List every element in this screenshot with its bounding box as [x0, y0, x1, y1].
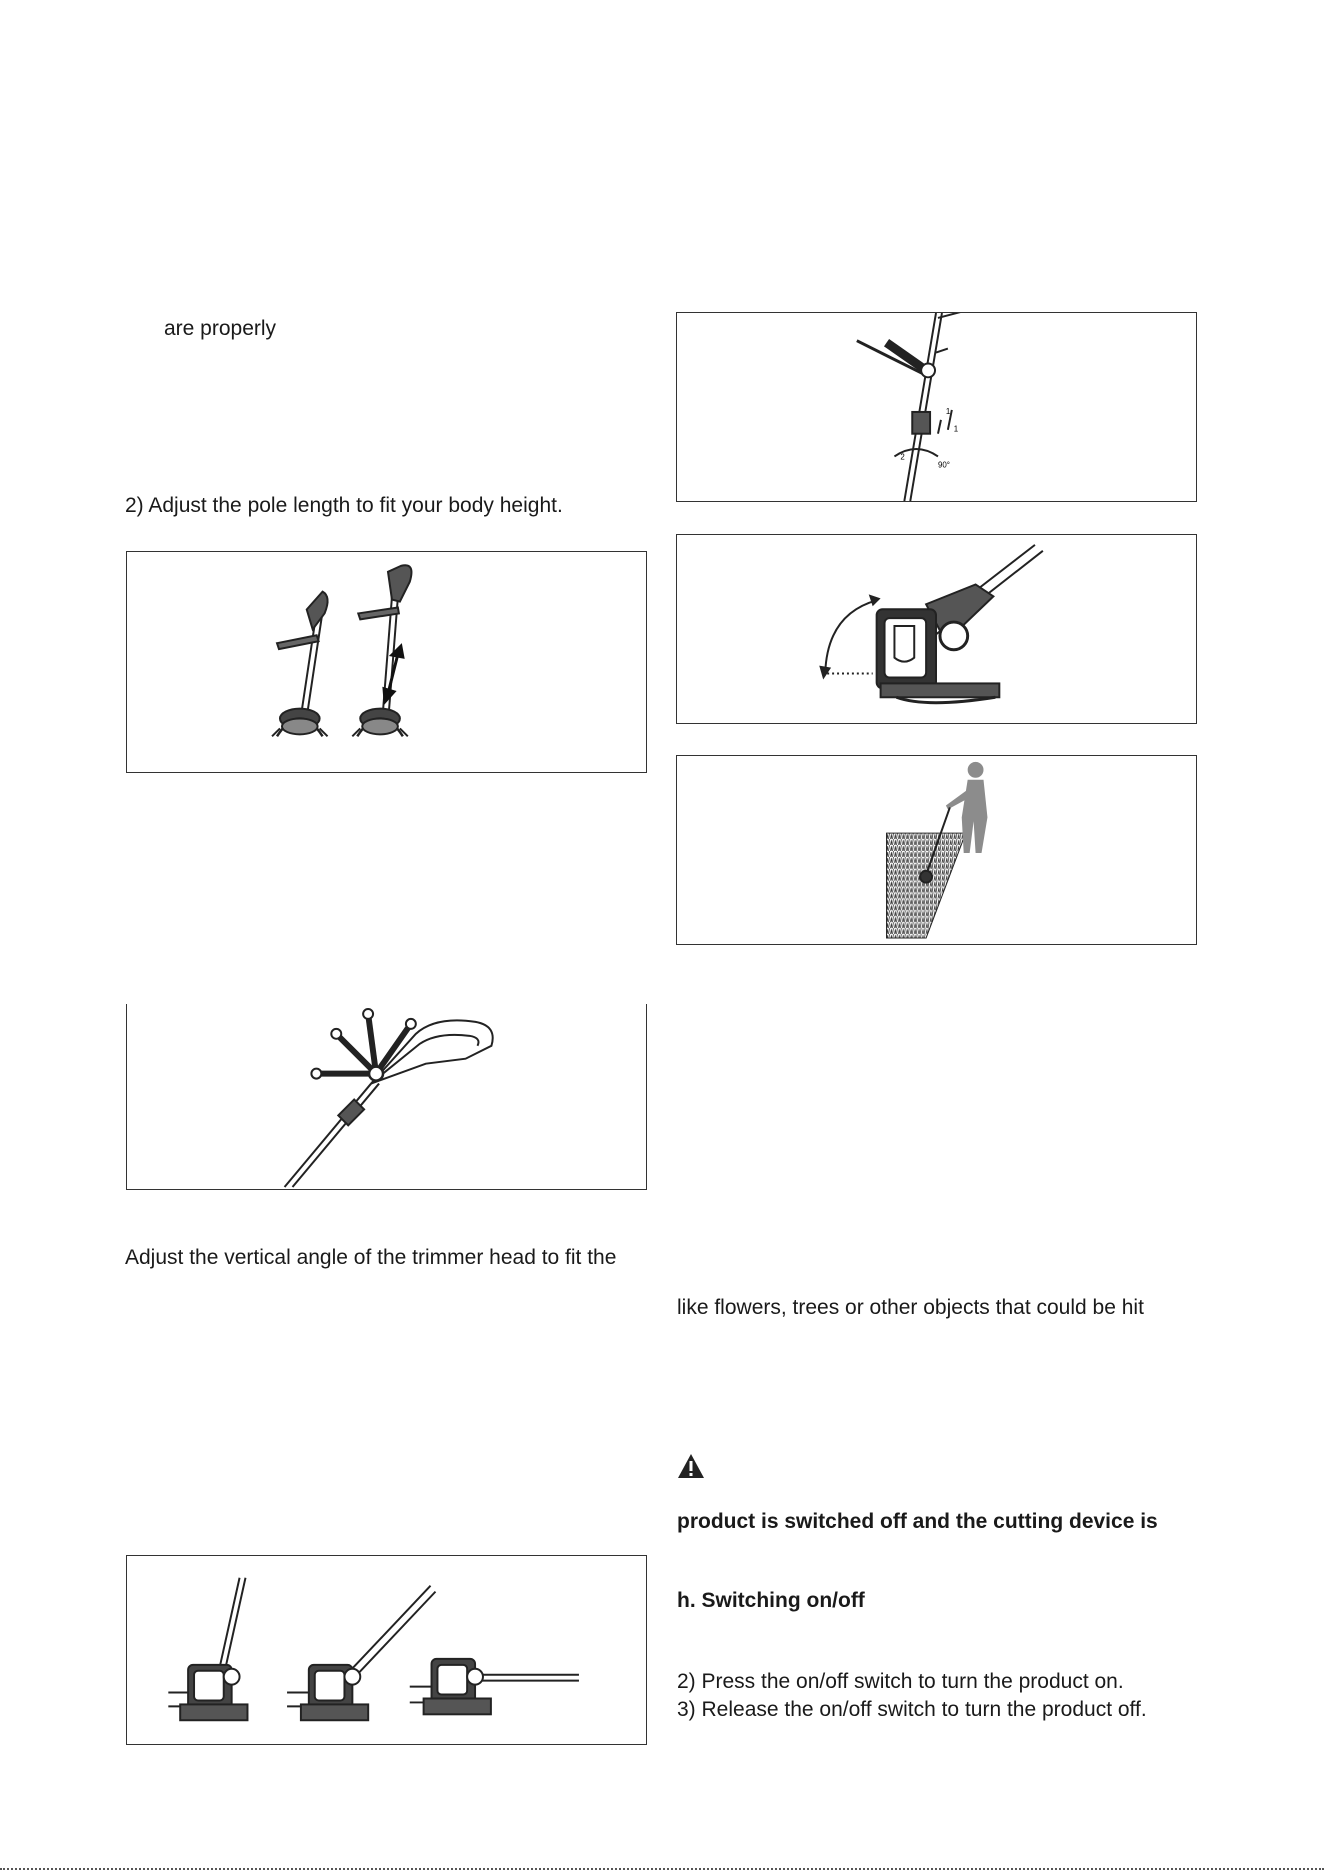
figure-head-rotation [676, 534, 1197, 724]
head-angles-illustration [127, 1556, 646, 1744]
text-like-flowers: like flowers, trees or other objects that could be hit [677, 1296, 1144, 1319]
figure-handle-rotate [676, 312, 1197, 502]
label-1a: 1 [945, 406, 951, 416]
text-adjust-vertical-angle: Adjust the vertical angle of the trimmer head to fit the [125, 1246, 617, 1269]
handle-positions-illustration [127, 1004, 646, 1189]
head-rotation-illustration [677, 535, 1196, 723]
pole-length-illustration [127, 552, 646, 772]
step-release-switch: 3) Release the on/off switch to turn the product off. [677, 1698, 1147, 1721]
label-2: 2 [900, 452, 905, 462]
text-are-properly: are properly [164, 317, 277, 340]
heading-switching-on-off: h. Switching on/off [677, 1589, 865, 1612]
label-angle: 90° [937, 460, 950, 470]
edge-trimming-illustration [677, 756, 1196, 944]
handle-rotate-illustration [677, 313, 1196, 501]
figure-edge-trimming [676, 755, 1197, 945]
figure-head-angles [126, 1555, 647, 1745]
step-adjust-pole-length: 2) Adjust the pole length to fit your body height. [125, 494, 563, 517]
figure-handle-positions [126, 1004, 647, 1190]
step-press-switch: 2) Press the on/off switch to turn the product on. [677, 1670, 1124, 1693]
label-1: 1 [953, 424, 959, 434]
warning-triangle-icon [677, 1453, 705, 1479]
warning-text-switched-off: product is switched off and the cutting device is [677, 1510, 1158, 1533]
bottom-divider [0, 1868, 1324, 1870]
figure-pole-length [126, 551, 647, 773]
